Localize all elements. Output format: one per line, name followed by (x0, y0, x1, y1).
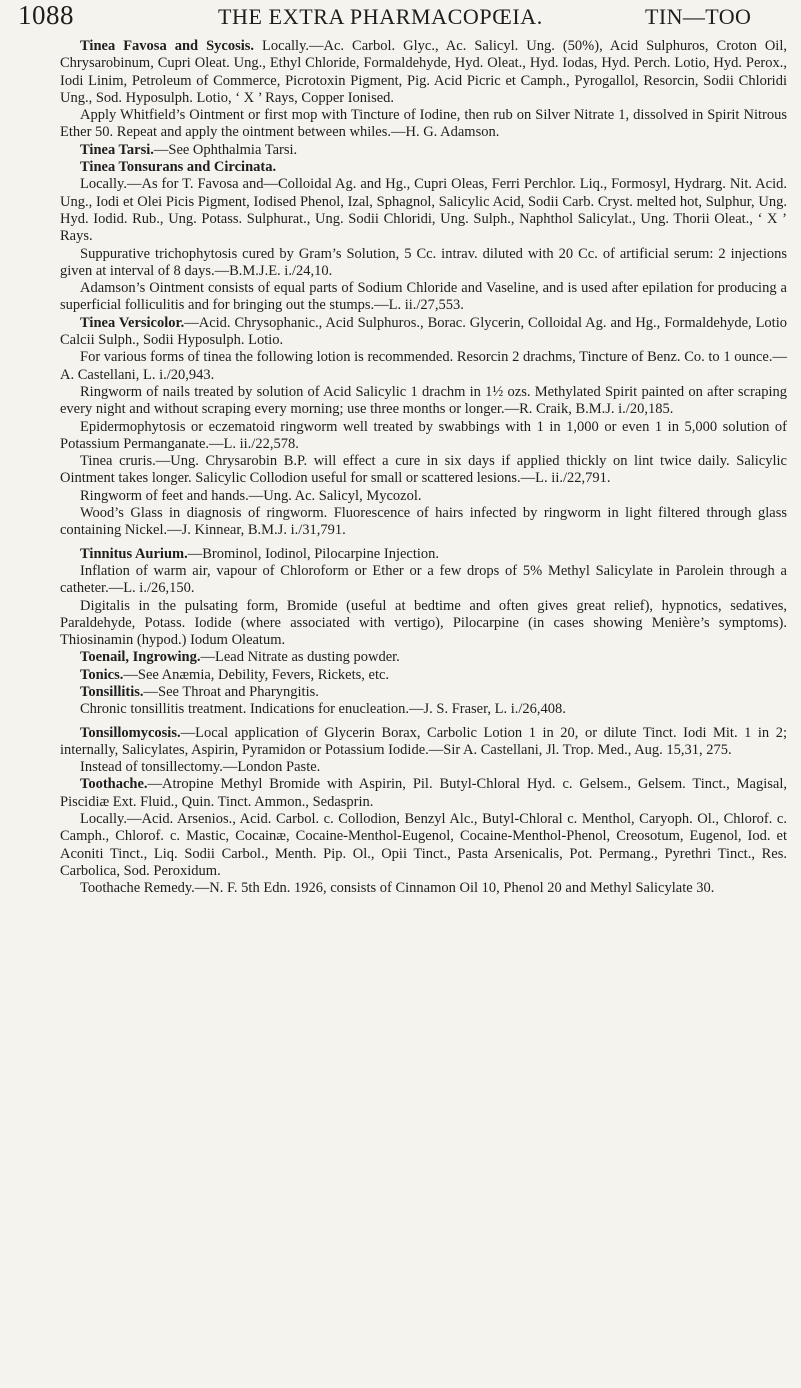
entry-term: Tinnitus Aurium. (80, 545, 188, 562)
entry-tinea-versicolor (60, 315, 787, 350)
entry-text: Locally.—Ac. Carbol. Glyc., Ac. Salicyl. Ung. (50%), Acid Sulphuros, Croton Oil, Chrysarobinum, Cupri Oleat. Ung., Ethyl Chloride, Formaldehyde, Hyd. Oleat., Hyd. Iodas, Hyd. Perch. Lotio, Hyd. Perox., Iodi Linim, Petroleum of Commerce, Picrotoxin Pigment, Pig. Acid Picric et Camph., Pyrogallol, Resorcin, Sodii Chloridi Ung., Sod. Hyposulph. Lotio, ‘ X ’ Rays, Copper Ionised. (60, 38, 787, 106)
entry-tinnitus (60, 546, 787, 563)
entry-text: Digitalis in the pulsating form, Bromide (useful at bedtime and often gives great relief), hypnotics, sedatives, Paraldehyde, Potass. Iodide (where associated with vertigo), Pilocarpine (in cases showing Menière’s symptoms). Thiosinamin (hypod.) Iodum Oleatum. (60, 597, 787, 649)
entry-digitalis (60, 598, 787, 650)
entry-text: Locally.—As for T. Favosa and—Colloidal Ag. and Hg., Cupri Oleas, Ferri Perchlor. Liq., Formosyl, Hydrarg. Nit. Acid. Ung., Iodi et Olei Picis Pigment, Iodised Phenol, Izal, Sphagnol, Salicylic Acid, Sodii Carb. Cryst. melted hot, Sulphur, Ung. Hyd. Iodid. Rub., Ung. Potass. Sulphurat., Ung. Sodii Chloridi, Ung. Sulph., Naphthol Salicylat., Ung. Thorii Oleat., ‘ X ’ Rays. (60, 176, 787, 245)
entry-term: Tonsillomycosis. (80, 724, 181, 741)
entry-text: —See Throat and Pharyngitis. (143, 683, 319, 700)
entry-text: Ringworm of nails treated by solution of Acid Salicylic 1 drachm in 1½ ozs. Methylated Spirit painted on after scraping every night and without scraping every morning; use three months or longer.—R. Craik, B.M.J. i./20,185. (60, 383, 787, 418)
entry-tinea-tonsurans (60, 159, 787, 176)
entry-chronic-tonsillitis (60, 701, 787, 718)
running-title: THE EXTRA PHARMACOPŒIA. (218, 4, 543, 29)
entry-term: Toothache. (80, 776, 148, 793)
entry-text: —See Ophthalmia Tarsi. (153, 141, 298, 158)
entry-adamson-ointment (60, 280, 787, 315)
page-number: 1088 (18, 0, 74, 30)
entry-tinea-favosa (60, 38, 787, 107)
entry-term: Tinea Favosa and Sycosis. (80, 38, 255, 54)
entry-text: —Acid. Chrysophanic., Acid Sulphuros., Borac. Glycerin, Colloidal Ag. and Hg., Formaldehyde, Lotio Calcii Sulph., Sodii Hyposulph. Lotio. (60, 314, 787, 349)
entry-tonsillomycosis (60, 725, 787, 760)
entry-text: Inflation of warm air, vapour of Chloroform or Ether or a few drops of 5% Methyl Salicylate in Parolein through a catheter.—L. i./26,150. (60, 562, 787, 597)
entry-text: Suppurative trichophytosis cured by Gram’s Solution, 5 Cc. intrav. diluted with 20 Cc. of artificial serum: 2 injections given at interval of 8 days.—B.M.J.E. i./24,10. (60, 245, 787, 279)
entry-inflation (60, 563, 787, 598)
entry-text: Ringworm of feet and hands.—Ung. Ac. Salicyl, Mycozol. (80, 487, 422, 504)
entry-epidermophytosis (60, 419, 787, 454)
entry-toothache-locally (60, 811, 787, 880)
entry-text: Instead of tonsillectomy.—London Paste. (80, 759, 321, 776)
entry-text: Apply Whitfield’s Ointment or first mop with Tincture of Iodine, then rub on Silver Nitrate 1, dissolved in Spirit Nitrous Ether 50. Repeat and apply the ointment between whiles.—H. G. Adamson. (60, 107, 787, 141)
entry-text: Chronic tonsillitis treatment. Indications for enucleation.—J. S. Fraser, L. i./26,408. (80, 701, 566, 718)
entry-text: —Atropine Methyl Bromide with Aspirin, Pil. Butyl-Chloral Hyd. c. Gelsem., Gelsem. Tinct., Magisal, Piscidiæ Ext. Fluid., Quin. Tinct. Ammon., Sedasprin. (60, 776, 787, 810)
entry-resorcin-lotion (60, 349, 787, 384)
entry-text: Tinea cruris.—Ung. Chrysarobin B.P. will effect a cure in six days if applied thickly on lint twice daily. Salicylic Ointment takes longer. Salicylic Collodion useful for small or scattered lesions.—L. ii./22,791. (60, 453, 787, 487)
entry-tonsurans-locally (60, 176, 787, 245)
entry-woods-glass (60, 505, 787, 540)
entry-term: Tonsillitis. (80, 683, 144, 700)
entry-ringworm-nails (60, 384, 787, 419)
entry-term: Tinea Versicolor. (80, 314, 185, 331)
entry-tonsillitis (60, 684, 787, 701)
entry-text: Adamson’s Ointment consists of equal parts of Sodium Chloride and Vaseline, and is used after epilation for producing a superficial folliculitis and for bringing out the stumps.—L. ii./27,553. (60, 280, 787, 314)
entry-tonics (60, 667, 787, 684)
entry-term: Tinea Tonsurans and Circinata. (80, 159, 277, 176)
entry-toothache (60, 776, 787, 811)
entry-trichophytosis (60, 246, 787, 281)
entry-text: —Lead Nitrate as dusting powder. (200, 649, 400, 666)
entry-term: Tinea Tarsi. (80, 141, 154, 158)
entry-text: For various forms of tinea the following lotion is recommended. Resorcin 2 drachms, Tincture of Benz. Co. to 1 ounce.—A. Castellani, L. i./20,943. (60, 349, 787, 383)
entry-tinea-cruris (60, 453, 787, 488)
entry-text: Locally.—Acid. Arsenios., Acid. Carbol. c. Collodion, Benzyl Alc., Butyl-Chloral c. Menthol, Caryoph. Ol., Chlorof. c. Camph., Chlorof. c. Mastic, Cocainæ, Cocaine-Menthol-Eugenol, Cocaine-Menthol-Phenol, Creosotum, Eugenol, Iod. et Aconiti Tinct., Liq. Sodii Carbol., Menth. Pip. Ol., Opii Tinct., Pasta Arsenicalis, Pot. Permang., Pyrethri Tinct., Res. Carbolica, Sod. Peroxidum. (60, 811, 787, 879)
entry-toothache-remedy (60, 880, 787, 897)
entry-text: Wood’s Glass in diagnosis of ringworm. Fluorescence of hairs infected by ringworm in light filtered through glass containing Nickel.—J. Kinnear, B.M.J. i./31,791. (60, 505, 787, 539)
entry-text: Toothache Remedy.—N. F. 5th Edn. 1926, consists of Cinnamon Oil 10, Phenol 20 and Methyl Salicylate 30. (80, 880, 715, 897)
entry-term: Tonics. (80, 666, 124, 683)
entry-ringworm-feet (60, 488, 787, 505)
entry-london-paste (60, 759, 787, 776)
entry-text: —Local application of Glycerin Borax, Carbolic Lotion 1 in 20, or dilute Tinct. Iodi Mit. 1 in 2; internally, Salicylates, Aspirin, Pyramidon or Potassium Iodide.—Sir A. Castellani, Jl. Trop. Med., Aug. 15,31, 275. (60, 724, 787, 758)
entry-whitfield-ointment (60, 107, 787, 142)
entry-text: —Brominol, Iodinol, Pilocarpine Injection. (187, 545, 440, 562)
page-body (60, 38, 787, 898)
entry-text: —See Anæmia, Debility, Fevers, Rickets, etc. (123, 666, 390, 683)
entry-range: TIN—TOO (645, 4, 752, 29)
entry-tinea-tarsi (60, 142, 787, 159)
entry-toenail (60, 649, 787, 666)
entry-term: Toenail, Ingrowing. (80, 649, 201, 666)
entry-text: Epidermophytosis or eczematoid ringworm well treated by swabbings with 1 in 1,000 or even 1 in 5,000 solution of Potassium Permanganate.—L. ii./22,578. (60, 418, 787, 452)
